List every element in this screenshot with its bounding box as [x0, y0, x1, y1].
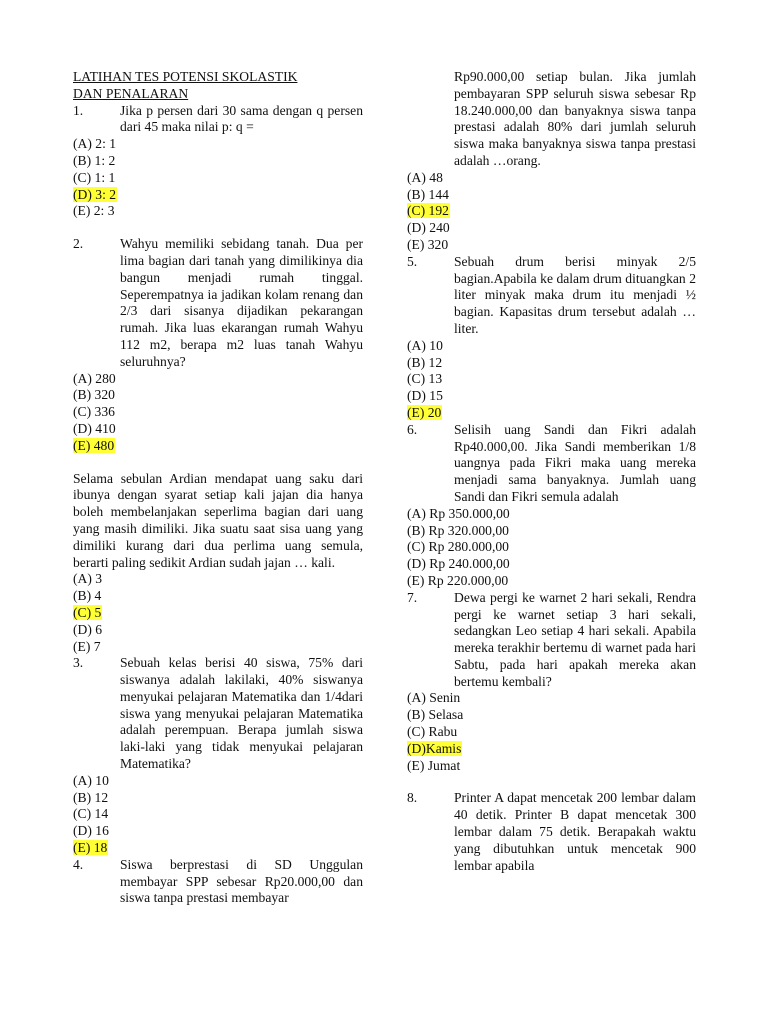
- option-answer: (D) 3: 2: [73, 186, 117, 202]
- option: (E) Jumat: [407, 757, 461, 773]
- option: (A) Senin: [407, 690, 461, 706]
- option: (D) 16: [73, 823, 109, 839]
- question-ardian: [73, 471, 363, 572]
- option: (D) 240: [407, 220, 450, 236]
- option: (C) Rp 280.000,00: [407, 539, 509, 555]
- option: (B) Selasa: [407, 707, 464, 723]
- option: (B) 4: [73, 588, 102, 604]
- question-text: Printer A dapat mencetak 200 lembar dalam 40 detik. Printer B dapat mencetak 300 lembar dalam 75 detik. Berapakah waktu yang dibutuhkan untuk mencetak 900 lembar apabila: [454, 790, 696, 873]
- question-5: [407, 254, 696, 338]
- option: (D) 15: [407, 388, 443, 404]
- question-4: [73, 857, 363, 907]
- option: (B) 320: [73, 387, 115, 403]
- question-number: 2.: [73, 236, 84, 252]
- question-7: [407, 590, 696, 691]
- question-number: 8.: [407, 790, 418, 806]
- question-number: 4.: [73, 856, 84, 872]
- question-4-continued: [407, 69, 696, 170]
- option: (A) Rp 350.000,00: [407, 505, 510, 521]
- question-6: [407, 422, 696, 506]
- doc-title-line-1: LATIHAN TES POTENSI SKOLASTIK: [73, 69, 298, 84]
- question-text: Dewa pergi ke warnet 2 hari sekali, Rendra pergi ke warnet setiap 3 hari sekali, sedangkan Leo setiap 4 hari sekali. Apabila mereka terakhir bertemu di warnet pada hari Sabtu, pada hari apakah mereka akan bertemu kembali?: [454, 589, 696, 689]
- option: (B) Rp 320.000,00: [407, 522, 509, 538]
- question-3: [73, 655, 363, 773]
- question-text-part-1: Siswa berprestasi di SD Unggulan membayar SPP sebesar Rp20.000,00 dan siswa tanpa prestasi membayar: [120, 856, 363, 906]
- option: (B) 1: 2: [73, 152, 116, 168]
- question-text: Wahyu memiliki sebidang tanah. Dua per lima bagian dari tanah yang dimilikinya dia bangun menjadi rumah tinggal. Seperempatnya ia jadikan kolam renang dan 2/3 dari sisanya dijadikan pekarangan rumah. Jika luas ekarangan rumah Wahyu 112 m2, berapa m2 luas tanah Wahyu seluruhnya?: [120, 236, 363, 369]
- option: (C) 336: [73, 404, 115, 420]
- option: (B) 12: [73, 789, 109, 805]
- question-number: 3.: [73, 655, 84, 671]
- question-text: Selama sebulan Ardian mendapat uang saku dari ibunya dengan syarat setiap kali jajan dia hanya boleh membelanjakan seperlima bagian dari uang yang masih dimiliki. Jika suatu saat sisa uang yang dimiliki kurang dari dua perlima uang semula, berarti paling sedikit Ardian sudah jajan … kali.: [73, 470, 363, 570]
- option: (D) 410: [73, 420, 116, 436]
- option: (A) 2: 1: [73, 136, 117, 152]
- option: (A) 280: [73, 370, 116, 386]
- question-text: Sebuah drum berisi minyak 2/5 bagian.Apabila ke dalam drum dituangkan 2 liter minyak maka drum itu menjadi ½ bagian. Kapasitas drum tersebut adalah … liter.: [454, 253, 696, 336]
- option: (D) 6: [73, 621, 103, 637]
- option: (C) Rabu: [407, 724, 458, 740]
- question-text: Jika p persen dari 30 sama dengan q persen dari 45 maka nilai p: q =: [120, 102, 363, 135]
- option: (E) 320: [407, 236, 449, 252]
- option: (B) 144: [407, 186, 449, 202]
- question-number: 5.: [407, 253, 418, 269]
- option: (A) 48: [407, 169, 443, 185]
- option: (E) 2: 3: [73, 203, 115, 219]
- question-number: 6.: [407, 421, 418, 437]
- doc-title-line-2: DAN PENALARAN: [73, 85, 189, 101]
- option: (C) 13: [407, 371, 443, 387]
- option: (D) Rp 240.000,00: [407, 556, 510, 572]
- option: (B) 12: [407, 354, 443, 370]
- question-2: [73, 236, 363, 370]
- option: (C) 1: 1: [73, 169, 116, 185]
- option-answer: (E) 20: [407, 404, 442, 420]
- option-answer: (E) 18: [73, 840, 108, 856]
- question-number: 7.: [407, 589, 418, 605]
- question-8: [407, 790, 696, 874]
- question-1: [73, 103, 363, 137]
- option: (E) 7: [73, 638, 101, 654]
- option: (E) Rp 220.000,00: [407, 572, 509, 588]
- question-text-part-2: Rp90.000,00 setiap bulan. Jika jumlah pembayaran SPP seluruh siswa sebesar Rp 18.240.000,00 dan banyaknya siswa tanpa prestasi adalah 80% dari jumlah seluruh siswa maka banyaknya siswa tanpa prestasi adalah …orang.: [454, 69, 696, 168]
- question-text: Sebuah kelas berisi 40 siswa, 75% dari siswanya adalah lakilaki, 40% siswanya menyukai pelajaran Matematika dan 1/4dari siswa yang menyukai pelajaran Matematika adalah perempuan. Berapa jumlah siswa laki-laki yang tidak menyukai pelajaran Matematika?: [120, 655, 363, 772]
- left-column: [73, 69, 363, 907]
- option-answer: (D)Kamis: [407, 740, 462, 756]
- option: (A) 10: [407, 337, 443, 353]
- right-column: [407, 69, 696, 874]
- option: (A) 10: [73, 772, 109, 788]
- question-text: Selisih uang Sandi dan Fikri adalah Rp40.000,00. Jika Sandi memberikan 1/8 uangnya pada Fikri maka uang mereka menjadi sama banyaknya. Jumlah uang Sandi dan Fikri semula adalah: [454, 421, 696, 504]
- option-answer: (E) 480: [73, 437, 115, 453]
- option-answer: (C) 5: [73, 604, 102, 620]
- option: (A) 3: [73, 571, 103, 587]
- option: (C) 14: [73, 806, 109, 822]
- option-answer: (C) 192: [407, 203, 449, 219]
- question-number: 1.: [73, 102, 84, 118]
